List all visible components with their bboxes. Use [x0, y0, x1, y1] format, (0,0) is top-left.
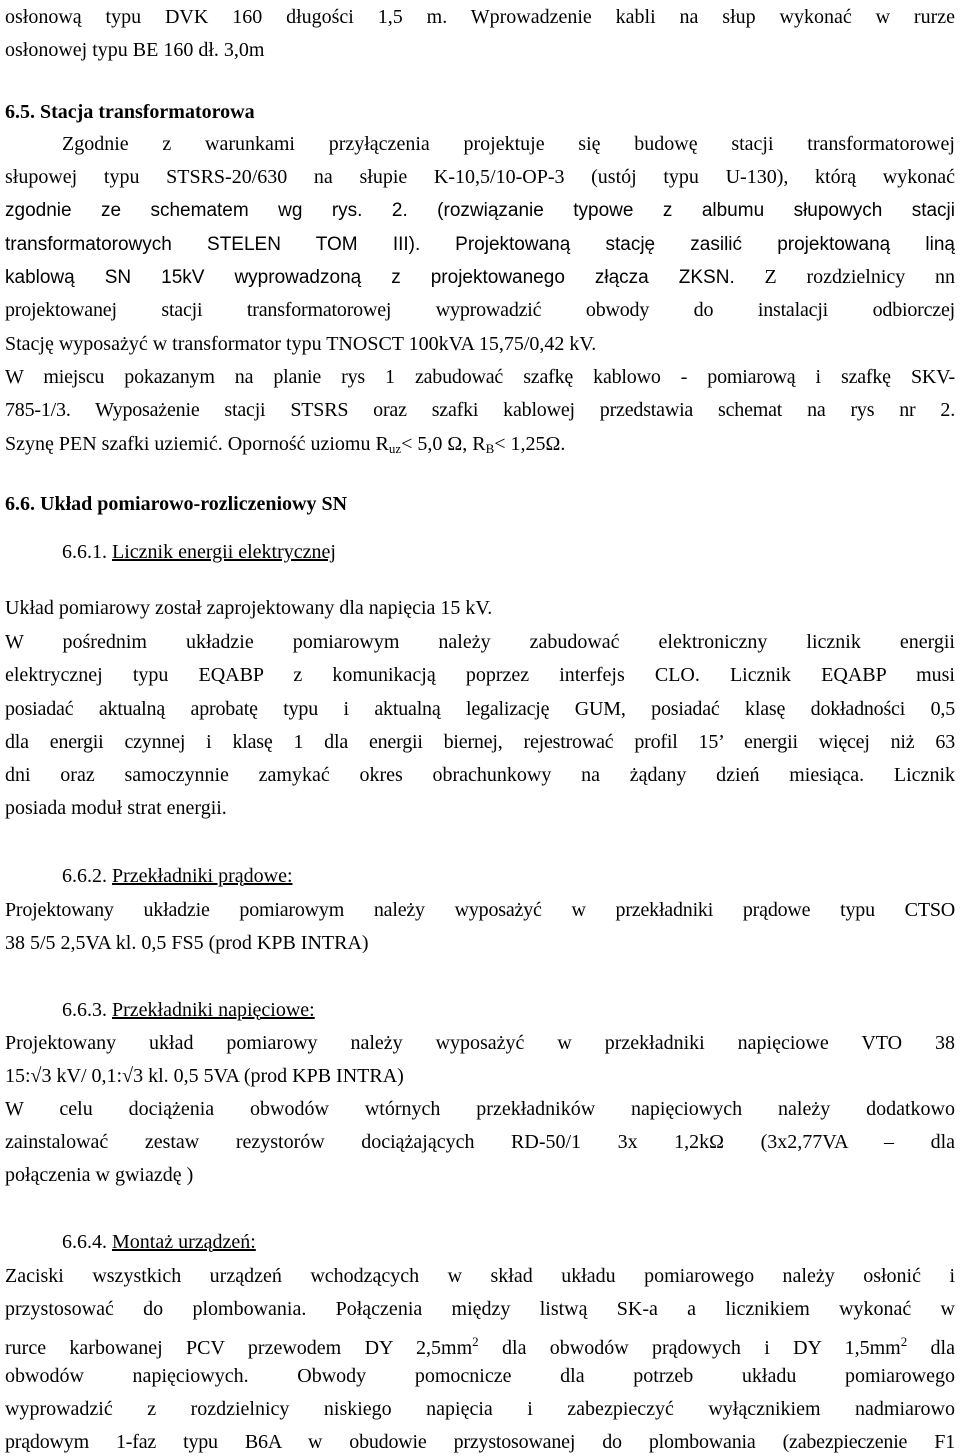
subsection-number: 6.6.1.	[62, 541, 107, 563]
text-span: < 5,0 Ω, R	[401, 433, 486, 455]
subsection-title: Licznik energii elektrycznej	[112, 541, 336, 563]
text-line: Projektowany układzie pomiarowym należy wyposażyć w przekładniki prądowe typu CTSO	[5, 899, 955, 921]
subsection-heading-6-6-4	[62, 1228, 955, 1256]
superscript: 2	[472, 1334, 479, 1349]
subscript: B	[485, 441, 495, 456]
text-line: posiada moduł strat energii.	[5, 797, 227, 819]
subsection-number: 6.6.2.	[62, 865, 107, 887]
text-line: prądowym 1-faz typu B6A w obudowie przystosowanej do plombowania (zabezpieczenie F1	[5, 1431, 955, 1453]
text-line: W pośrednim układzie pomiarowym należy zabudować elektroniczny licznik energii	[5, 631, 955, 653]
text-span: przystosować do plombowania.	[5, 1298, 307, 1320]
text-line: posiadać aktualną aprobatę typu i aktualną legalizację GUM, posiadać klasę dokładności 0,5	[5, 698, 955, 720]
text-line: słupowej typu STSRS-20/630 na słupie K-10,5/10-OP-3 (ustój typu U-130), którą wykonać	[5, 166, 955, 188]
text-line: elektrycznej typu EQABP z komunikacją poprzez interfejs CLO. Licznik EQABP musi	[5, 664, 955, 686]
subsection-heading-6-6-2	[62, 862, 955, 890]
text-line: Układ pomiarowy został zaprojektowany dla napięcia 15 kV.	[5, 597, 493, 619]
text-span: Połączenia między listwą SK-a a licznikiem wykonać w	[335, 1298, 955, 1320]
text-span: Z rozdzielnicy nn	[764, 266, 956, 288]
text-line	[5, 430, 955, 458]
text-line: osłonowej typu BE 160 dł. 3,0m	[5, 39, 265, 61]
superscript: 2	[900, 1334, 908, 1349]
text-line: dla energii czynnej i klasę 1 dla energii biernej, rejestrować profil 15’ energii więcej niż 63	[5, 731, 955, 753]
text-line: Stację wyposażyć w transformator typu TNOSCT 100kVA 15,75/0,42 kV.	[5, 333, 597, 355]
text-line	[5, 1295, 955, 1323]
text-span: rurce karbowanej PCV przewodem DY 2,5mm	[5, 1337, 473, 1359]
subsection-number: 6.6.4.	[62, 1231, 107, 1253]
subsection-title: Przekładniki prądowe:	[112, 865, 293, 887]
text-line: Zaciski wszystkich urządzeń wchodzących w skład układu pomiarowego należy osłonić i	[5, 1265, 955, 1287]
text-line: Projektowany układ pomiarowy należy wyposażyć w przekładniki napięciowe VTO 38	[5, 1032, 955, 1054]
text-line: 38 5/5 2,5VA kl. 0,5 FS5 (prod KPB INTRA)	[5, 932, 369, 954]
text-line: W miejscu pokazanym na planie rys 1 zabudować szafkę kablowo - pomiarową i szafkę SKV-	[5, 366, 955, 388]
text-span: Projektowaną stację zasilić projektowaną liną	[455, 234, 955, 255]
text-line: zainstalować zestaw rezystorów dociążających RD-50/1 3x 1,2kΩ (3x2,77VA – dla	[5, 1131, 955, 1153]
text-line: W celu dociążenia obwodów wtórnych przekładników napięciowych należy dodatkowo	[5, 1098, 955, 1120]
text-line: obwodów napięciowych. Obwody pomocnicze dla potrzeb układu pomiarowego	[5, 1365, 955, 1387]
text-line: połączenia w gwiazdę )	[5, 1164, 194, 1186]
text-line: osłonową typu DVK 160 długości 1,5 m. Wprowadzenie kabli na słup wykonać w rurze	[5, 6, 955, 28]
text-line: projektowanej stacji transformatorowej wyprowadzić obwody do instalacji odbiorczej	[5, 299, 955, 321]
subsection-title: Montaż urządzeń:	[112, 1231, 256, 1253]
text-line	[5, 263, 955, 291]
text-line	[5, 1328, 955, 1359]
section-heading-6-6: 6.6. Układ pomiarowo-rozliczeniowy SN	[5, 493, 348, 515]
text-line: zgodnie ze schematem wg rys. 2. (rozwiązanie typowe z albumu słupowych stacji	[5, 200, 955, 221]
text-span: transformatorowych STELEN TOM III).	[5, 234, 421, 255]
text-line: wyprowadzić z rozdzielnicy niskiego napięcia i zabezpieczyć wyłącznikiem nadmiarowo	[5, 1398, 955, 1420]
text-line: 15:√3 kV/ 0,1:√3 kl. 0,5 5VA (prod KPB INTRA)	[5, 1065, 404, 1087]
text-line: Zgodnie z warunkami przyłączenia projektuje się budowę stacji transformatorowej	[62, 133, 955, 155]
text-span: Szynę PEN szafki uziemić. Oporność uziomu R	[5, 433, 389, 455]
text-span: kablową SN 15kV wyprowadzoną z projektowanego złącza ZKSN.	[5, 267, 735, 288]
subsection-heading-6-6-3	[62, 996, 955, 1024]
section-heading-6-5: 6.5. Stacja transformatorowa	[5, 101, 255, 123]
text-span: dla	[907, 1337, 955, 1359]
text-line	[5, 230, 955, 258]
subsection-number: 6.6.3.	[62, 999, 107, 1021]
text-span: < 1,25Ω.	[494, 433, 566, 455]
subsection-heading-6-6-1	[62, 538, 955, 566]
text-line: 785-1/3. Wyposażenie stacji STSRS oraz szafki kablowej przedstawia schemat na rys nr 2.	[5, 399, 955, 421]
text-line: dni oraz samoczynnie zamykać okres obrachunkowy na żądany dzień miesiąca. Licznik	[5, 764, 955, 786]
subscript: uz	[388, 441, 402, 456]
subsection-title: Przekładniki napięciowe:	[112, 999, 315, 1021]
text-span: dla obwodów prądowych i DY 1,5mm	[478, 1337, 901, 1359]
